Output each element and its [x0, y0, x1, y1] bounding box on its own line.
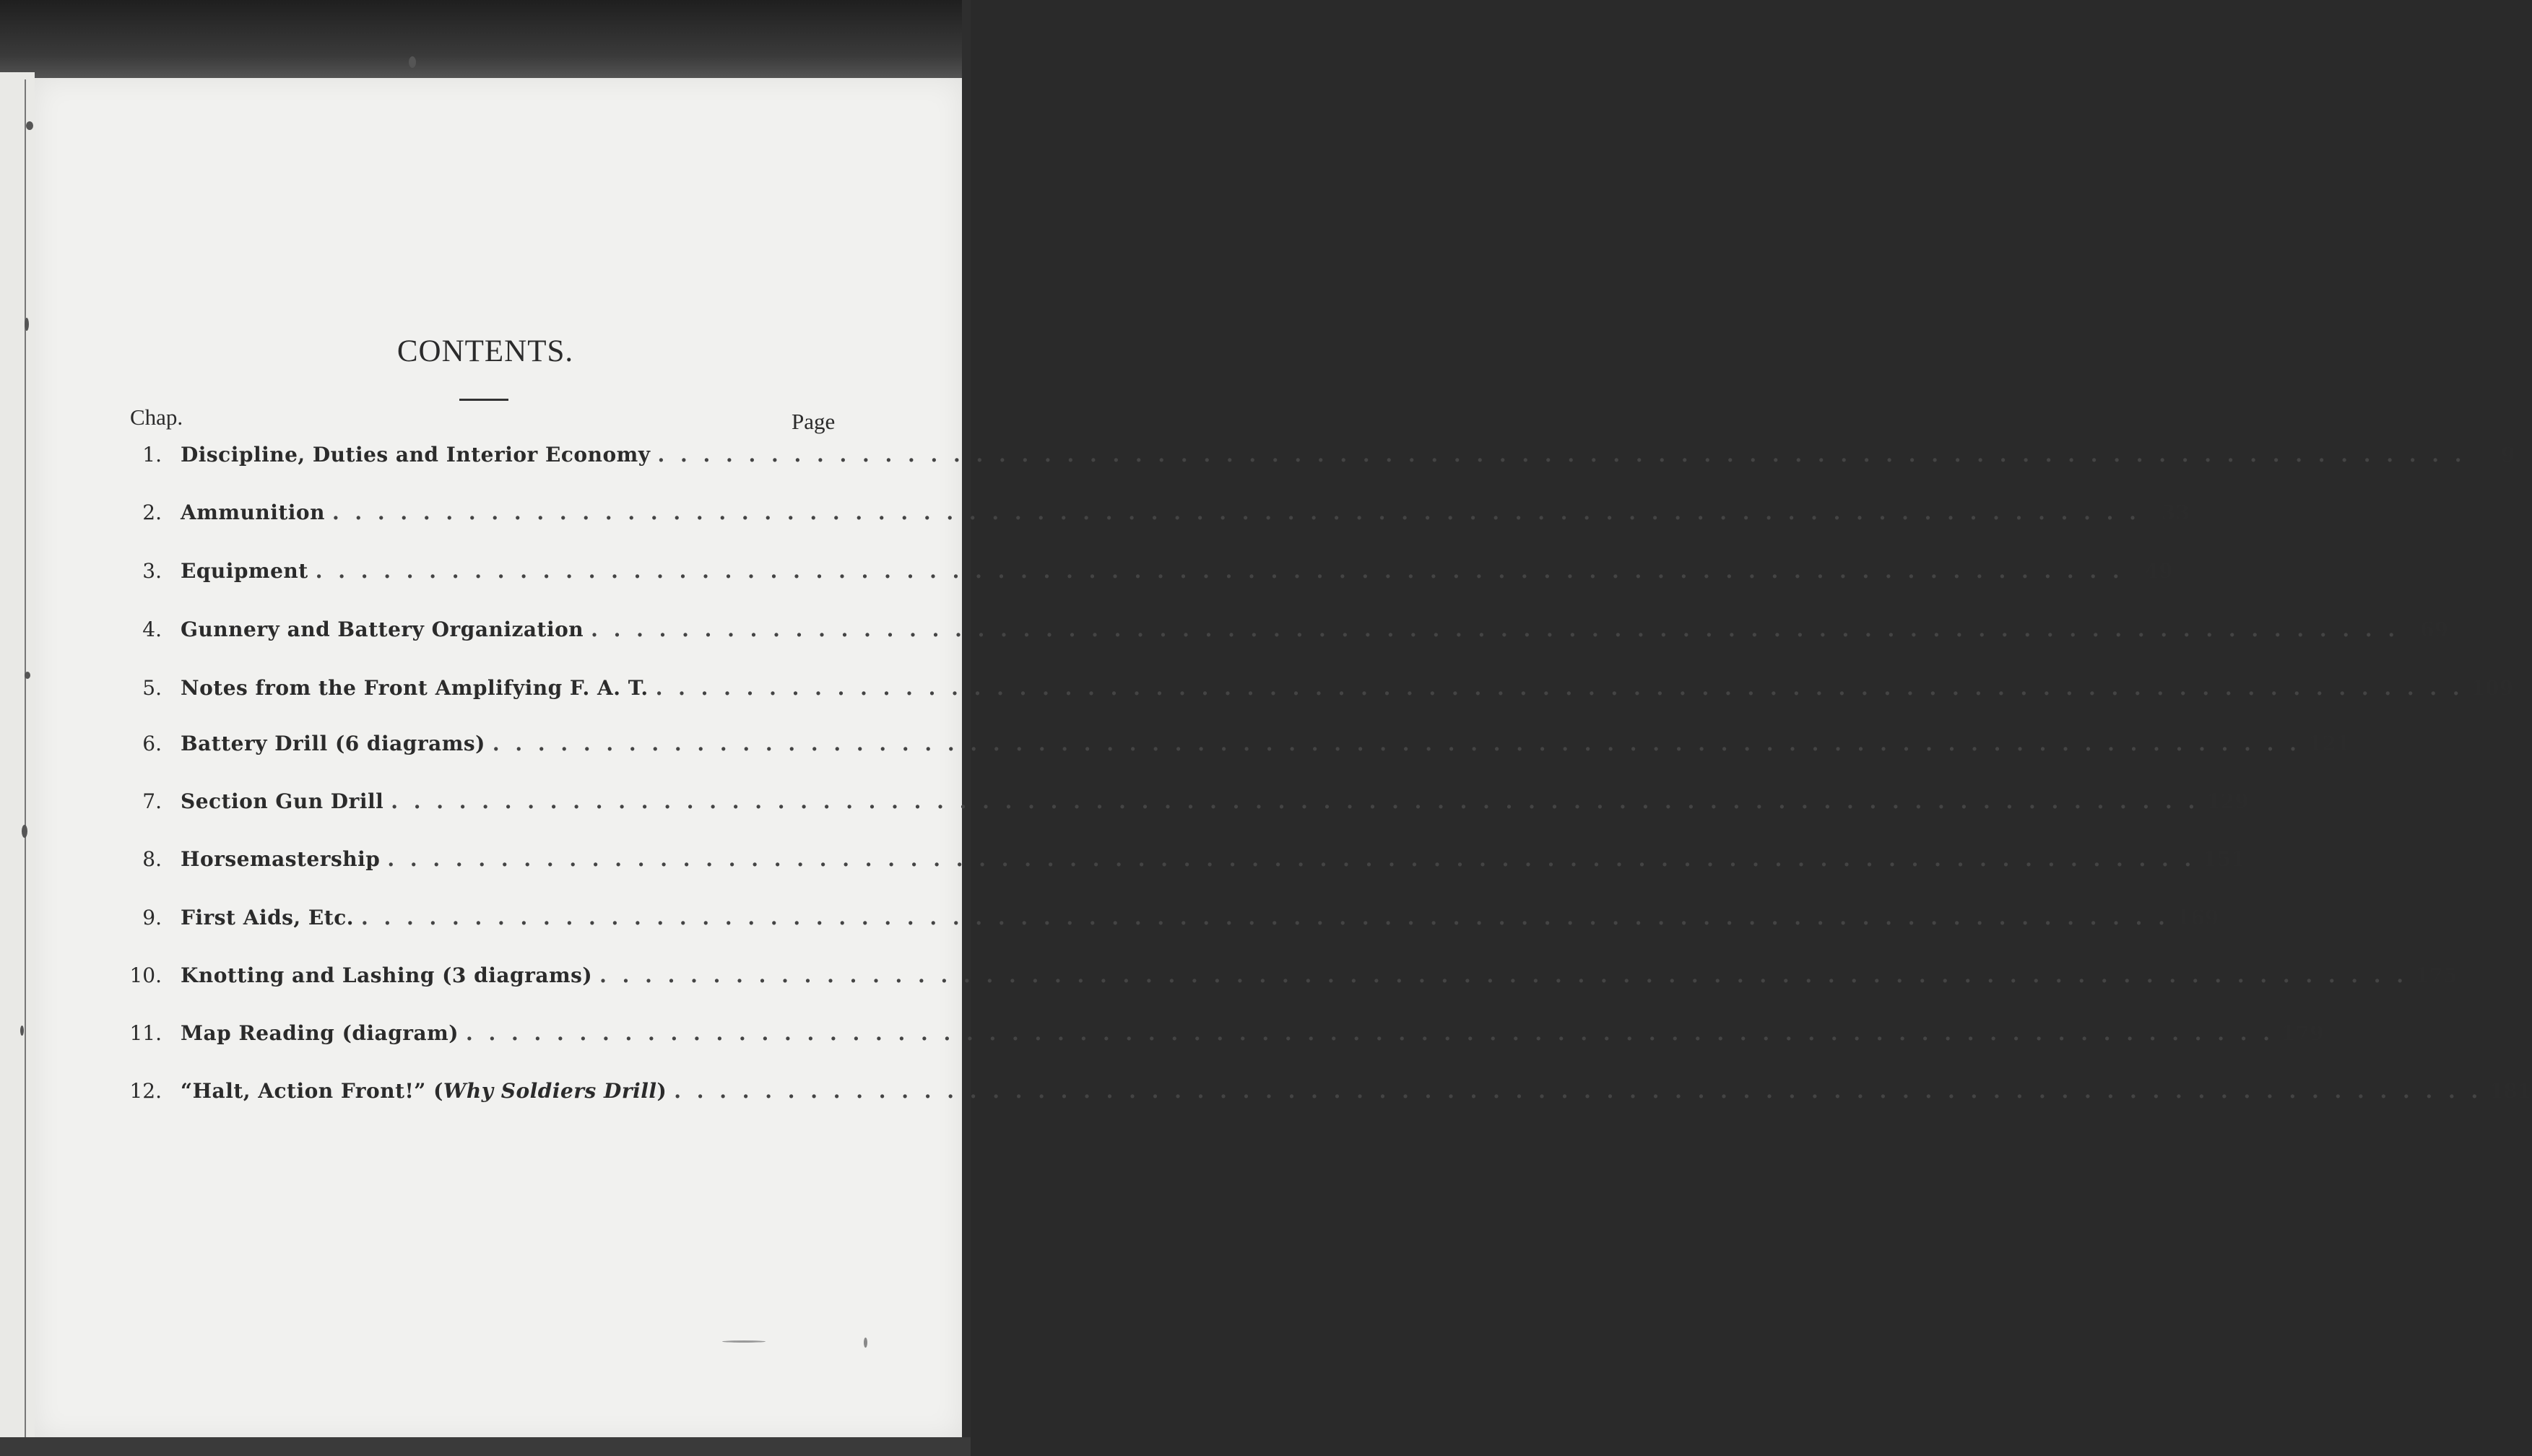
page-number: 109 — [2471, 676, 2514, 700]
chapter-title-suffix: ) — [656, 1079, 667, 1103]
page-column-header: Page — [792, 409, 836, 434]
toc-entry[interactable] — [121, 559, 2173, 592]
scan-speck — [26, 121, 33, 130]
chapter-number: 10. — [129, 963, 162, 987]
dot-leader: . . . . . . . . . . . . . . . . . . . . . . . . . . . . . . . . . . . . . . . . . . . . . . . . . . . . . . . . . . . . . . . . . . . . . . . . . . . . . . . . — [591, 618, 2400, 641]
chapter-number: 7. — [142, 789, 162, 813]
dot-leader: . . . . . . . . . . . . . . . . . . . . . . . . . . . . . . . . . . . . . . . . . . . . . . . . . . . . . . . . . . . . . . . . . . . . . . . . . . . . . . . . — [387, 847, 2196, 871]
scan-speck — [864, 1338, 867, 1348]
page-number: 33 — [2161, 500, 2190, 524]
toc-entry[interactable] — [121, 847, 2245, 880]
dot-leader: . . . . . . . . . . . . . . . . . . . . . . . . . . . . . . . . . . . . . . . . . . . . . . . . . . . . . . . . . . . . . . . . . . . . . . . . . . . . . . . . — [315, 559, 2124, 583]
dot-leader: . . . . . . . . . . . . . . . . . . . . . . . . . . . . . . . . . . . . . . . . . . . . . . . . . . . . . . . . . . . . . . . . . . . . . . . . . . . . . . . . — [466, 1021, 2274, 1045]
chapter-number: 6. — [142, 732, 162, 755]
chapter-title: Discipline, Duties and Interior Economy — [181, 443, 651, 467]
toc-entry[interactable] — [121, 500, 2190, 534]
scan-speck — [25, 672, 30, 679]
toc-entry[interactable] — [121, 1021, 2324, 1054]
chapter-number: 2. — [142, 500, 162, 524]
page-number: 175 — [2415, 963, 2458, 987]
chapter-title-italic: Why Soldiers Drill — [443, 1079, 657, 1103]
toc-entry[interactable] — [121, 618, 2449, 651]
dot-leader: . . . . . . . . . . . . . . . . . . . . . . . . . . . . . . . . . . . . . . . . . . . . . . . . . . . . . . . . . . . . . . . . . . . . . . . . . . . . . . . . — [599, 963, 2409, 987]
chapter-title — [181, 1079, 667, 1103]
scan-speck — [722, 1340, 766, 1343]
chapter-title: First Aids, Etc. — [181, 906, 354, 930]
chapter-title: Equipment — [181, 559, 308, 583]
chapter-title: Battery Drill (6 diagrams) — [181, 732, 485, 755]
dot-leader: . . . . . . . . . . . . . . . . . . . . . . . . . . . . . . . . . . . . . . . . . . . . . . . . . . . . . . . . . . . . . . . . . . . . . . . . . . . . . . . . — [655, 676, 2464, 700]
chapter-title: Ammunition — [181, 500, 325, 524]
page-number: 151 — [2203, 847, 2245, 871]
page-number: 49 — [2144, 559, 2173, 583]
chapter-title: Horsemastership — [181, 847, 381, 871]
chapter-number: 1. — [142, 443, 162, 467]
chapter-number: 11. — [129, 1021, 162, 1045]
page-number: 121 — [2307, 732, 2351, 755]
page-number: 169 — [2176, 906, 2219, 930]
dot-leader: . . . . . . . . . . . . . . . . . . . . . . . . . . . . . . . . . . . . . . . . . . . . . . . . . . . . . . . . . . . . . . . . . . . . . . . . . . . . . . . . — [360, 906, 2169, 930]
chapter-title: Gunnery and Battery Organization — [181, 618, 584, 641]
chapter-title: Map Reading (diagram) — [181, 1021, 459, 1045]
chapter-number: 4. — [142, 618, 162, 641]
toc-entry[interactable] — [121, 789, 2249, 823]
chapter-number: 3. — [142, 559, 162, 583]
toc-entry[interactable] — [121, 906, 2219, 939]
scan-speck — [25, 318, 29, 331]
toc-entry[interactable] — [121, 676, 2514, 709]
dot-leader: . . . . . . . . . . . . . . . . . . . . . . . . . . . . . . . . . . . . . . . . . . . . . . . . . . . . . . . . . . . . . . . . . . . . . . . . . . . . . . . . — [331, 500, 2141, 524]
chapter-title-prefix: “Halt, Action Front!” ( — [181, 1079, 443, 1103]
dot-leader: . . . . . . . . . . . . . . . . . . . . . . . . . . . . . . . . . . . . . . . . . . . . . . . . . . . . . . . . . . . . . . . . . . . . . . . . . . . . . . . . — [657, 443, 2466, 467]
chapter-number: 8. — [142, 847, 162, 871]
chapter-number: 9. — [142, 906, 162, 930]
toc-entry[interactable] — [121, 732, 2351, 765]
dot-leader: . . . . . . . . . . . . . . . . . . . . . . . . . . . . . . . . . . . . . . . . . . . . . . . . . . . . . . . . . . . . . . . . . . . . . . . . . . . . . . . . — [391, 789, 2200, 813]
page-number: 181 — [2489, 1079, 2532, 1103]
chapter-title: Knotting and Lashing (3 diagrams) — [181, 963, 593, 987]
scan-speck — [20, 1026, 24, 1036]
page-title: CONTENTS. — [396, 334, 574, 368]
chapter-number: 5. — [142, 676, 162, 700]
dot-leader: . . . . . . . . . . . . . . . . . . . . . . . . . . . . . . . . . . . . . . . . . . . . . . . . . . . . . . . . . . . . . . . . . . . . . . . . . . . . . . . . — [674, 1079, 2483, 1103]
toc-entry[interactable] — [121, 1079, 2532, 1112]
dot-leader: . . . . . . . . . . . . . . . . . . . . . . . . . . . . . . . . . . . . . . . . . . . . . . . . . . . . . . . . . . . . . . . . . . . . . . . . . . . . . . . . — [492, 732, 2301, 755]
page-number: 179 — [2281, 1021, 2324, 1045]
page-number: 69 — [2420, 618, 2449, 641]
page-number: 9 — [2500, 443, 2515, 467]
scan-speck — [409, 56, 416, 68]
chapter-column-header: Chap. — [130, 404, 183, 430]
toc-entry[interactable] — [121, 963, 2458, 997]
chapter-title: Notes from the Front Amplifying F. A. T. — [181, 676, 649, 700]
chapter-number: 12. — [129, 1079, 162, 1103]
chapter-title: Section Gun Drill — [181, 789, 384, 813]
page-number: 129 — [2206, 789, 2249, 813]
scan-speck — [22, 825, 27, 838]
toc-entry[interactable] — [121, 443, 2515, 476]
